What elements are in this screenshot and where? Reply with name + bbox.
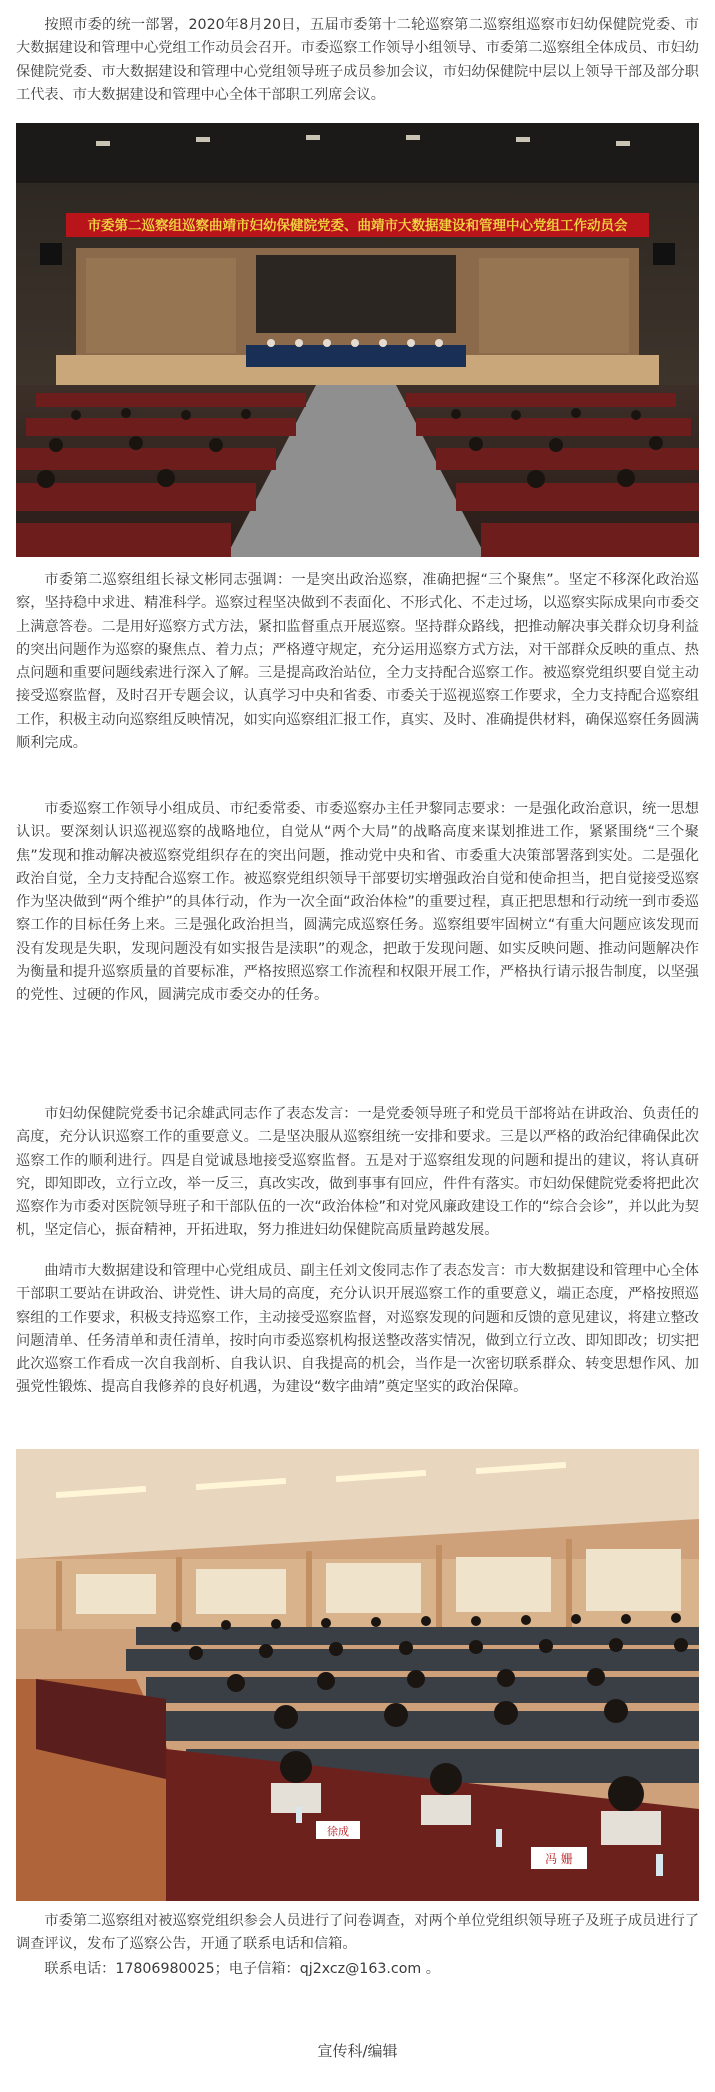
paragraph-intro: 按照市委的统一部署，2020年8月20日，五届市委第十二轮巡察第二巡察组巡察市妇幼保健院党委、市大数据建设和管理中心党组工作动员会召开。市委巡察工作领导小组领导、市委第二巡察组全体成员、市妇幼保健院党委、市大数据建设和管理中心党组领导班子成员参加会议，市妇幼保健院中层以上领导干部及部分职工代表、市大数据建设和管理中心全体干部职工列席会议。 (16, 17, 699, 103)
editor-footer: 宣传科/编辑 (317, 2042, 398, 2060)
nameplate-left-text: 徐成 (327, 1825, 349, 1838)
paragraph-liu-wenjun: 曲靖市大数据建设和管理中心党组成员、副主任刘文俊同志作了表态发言：市大数据建设和管理中心全体干部职工要站在讲政治、讲党性、讲大局的高度，充分认识开展巡察工作的重要意义，端正态度，严格按照巡察组的工作要求，积极支持巡察工作，主动接受巡察监督，对巡察发现的问题和反馈的意见建议，将建立整改问题清单、任务清单和责任清单，按时向市委巡察机构报送整改落实情况，做到立行立改、即知即改；切实把此次巡察工作看成一次自我剖析、自我认识、自我提高的机会，当作是一次密切联系群众、转变思想作风、加强党性锻炼、提高自我修养的良好机遇，为建设“数字曲靖”奠定坚实的政治保障。 (16, 1263, 699, 1396)
paragraph-lu-wenbin: 市委第二巡察组组长禄文彬同志强调：一是突出政治巡察，准确把握“三个聚焦”。坚定不移深化政治巡察，坚持稳中求进、精准科学。巡察过程坚决做到不表面化、不形式化、不走过场，以巡察实际成果向市委交上满意答卷。二是用好巡察方式方法，紧扣监督重点开展巡察。坚持群众路线，把推动解决事关群众切身利益的突出问题作为巡察的聚焦点、着力点；严格遵守规定，充分运用巡察方式方法，对干部群众反映的重点、热点问题和重要问题线索进行深入了解。三是提高政治站位，全力支持配合巡察工作。被巡察党组织要自觉主动接受巡察监督，及时召开专题会议，认真学习中央和省委、市委关于巡视巡察工作要求，全力支持配合巡察组工作，积极主动向巡察组反映情况，如实向巡察组汇报工作，真实、及时、准确提供材料，确保巡察任务圆满顺利完成。 (16, 572, 699, 752)
hall-scene (16, 1449, 699, 1901)
auditorium-scene (16, 123, 699, 557)
nameplate-right-text: 冯 姗 (545, 1852, 573, 1866)
paragraph-yu-xiongwu: 市妇幼保健院党委书记余雄武同志作了表态发言：一是党委领导班子和党员干部将站在讲政治、负责任的高度，充分认识巡察工作的重要意义。二是坚决服从巡察组统一安排和要求。三是以严格的政治纪律确保此次巡察工作的顺利进行。四是自觉诚恳地接受巡察监督。五是对于巡察组发现的问题和提出的建议，将认真研究，即知即改，立行立改，举一反三，真改实改，做到事事有回应，件件有落实。市妇幼保健院党委将把此次巡察作为市委对医院领导班子和干部队伍的一次“政治体检”和对党风廉政建设工作的“综合会诊”，并以此为契机，坚定信心，振奋精神，开拓进取，努力推进妇幼保健院高质量跨越发展。 (16, 1106, 699, 1239)
meeting-banner-text: 市委第二巡察组巡察曲靖市妇幼保健院党委、曲靖市大数据建设和管理中心党组工作动员会 (87, 218, 628, 234)
paragraph-yin-li: 市委巡察工作领导小组成员、市纪委常委、市委巡察办主任尹黎同志要求：一是强化政治意识，统一思想认识。要深刻认识巡视巡察的战略地位，自觉从“两个大局”的战略高度来谋划推进工作，紧紧围绕“三个聚焦”发现和推动解决被巡察党组织存在的突出问题，推动党中央和省、市委重大决策部署落到实处。二是强化政治自觉，全力支持配合巡察工作。被巡察党组织领导干部要切实增强政治自觉和使命担当，把自觉接受巡察作为坚决做到“两个维护”的具体行动，作为一次全面“政治体检”的重要过程，真正把思想和行动统一到市委巡察工作的目标任务上来。三是强化政治担当，圆满完成巡察任务。巡察组要牢固树立“有重大问题应该发现而没有发现是失职，发现问题没有如实报告是渎职”的观念，把敢于发现问题、如实反映问题、推动问题解决作为衡量和提升巡察质量的首要标准，严格按照巡察工作流程和权限开展工作，严格执行请示报告制度，以坚强的党性、过硬的作风，圆满完成市委交办的任务。 (16, 801, 699, 1004)
meeting-photo-hall (16, 1449, 699, 1901)
paragraph-survey: 市委第二巡察组对被巡察党组织参会人员进行了问卷调查，对两个单位党组织领导班子及班子成员进行了调查评议，发布了巡察公告，开通了联系电话和信箱。 (16, 1913, 699, 1953)
contact-line: 联系电话：17806980025；电子信箱：qj2xcz@163.com 。 (44, 1961, 440, 1977)
meeting-photo-auditorium (16, 123, 699, 557)
